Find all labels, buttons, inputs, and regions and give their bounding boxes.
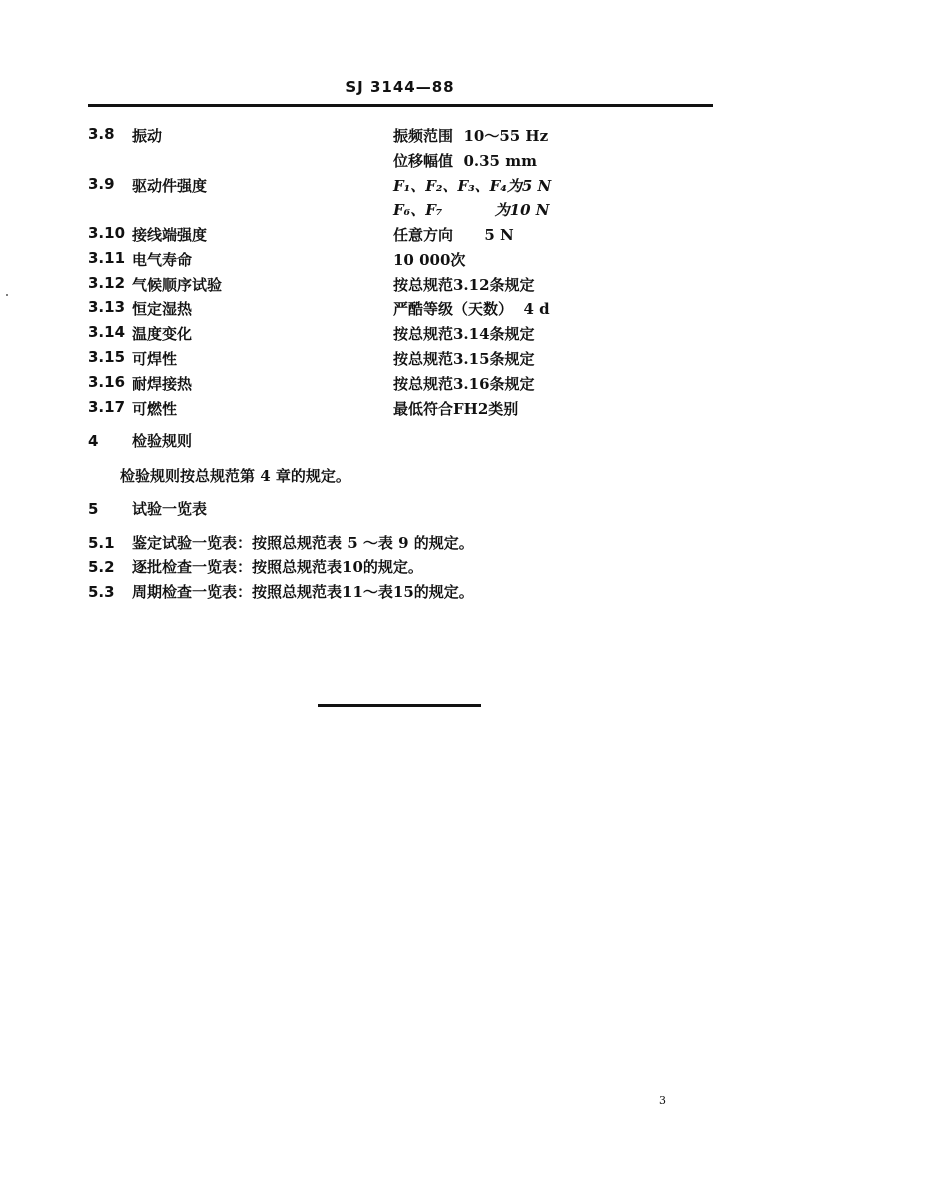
spec-name: 接线端强度 [132,226,208,244]
spec-value: 按总规范3.12条规定 [393,276,535,294]
spec-number: 3.13 [88,298,126,316]
section-title: 试验一览表 [132,500,208,518]
spec-number: 3.17 [88,398,126,416]
spec-name: 驱动件强度 [132,177,208,195]
margin-mark [6,294,8,296]
item-text: 鉴定试验一览表：按照总规范表 5 ～表 9 的规定。 [132,534,474,552]
spec-name: 耐焊接热 [132,375,193,393]
spec-name: 恒定湿热 [132,300,193,318]
section-4-heading [88,430,192,451]
spec-name: 可焊性 [132,350,178,368]
page-number: 3 [659,1094,666,1107]
spec-value: 按总规范3.16条规定 [393,375,535,393]
spec-number: 3.10 [88,224,126,242]
item-text: 周期检查一览表：按照总规范表11～表15的规定。 [132,583,474,601]
spec-value: 按总规范3.14条规定 [393,325,535,343]
header-rule [88,104,713,107]
spec-number: 3.9 [88,175,115,193]
spec-value: F₆、F₇ 为10 N [393,201,550,219]
spec-value: 最低符合FH2类别 [393,400,519,418]
spec-name: 可燃性 [132,400,178,418]
list-item-5-2 [88,556,423,577]
section-5-heading [88,498,207,519]
spec-number: 3.8 [88,125,115,143]
doc-number: SJ 3144—88 [345,78,455,96]
spec-name: 温度变化 [132,325,193,343]
section-4-text: 检验规则按总规范第 4 章的规定。 [120,467,351,485]
spec-number: 3.12 [88,274,126,292]
list-item-5-1 [88,532,474,553]
spec-value: F₁、F₂、F₃、F₄为5 N [393,177,552,195]
spec-number: 3.15 [88,348,126,366]
spec-name: 振动 [132,127,163,145]
section-number: 4 [88,432,99,450]
spec-value: 10 000次 [393,251,466,269]
spec-value: 振频范围 10～55 Hz [393,127,549,145]
spec-value: 按总规范3.15条规定 [393,350,535,368]
item-number: 5.1 [88,534,115,552]
item-text: 逐批检查一览表：按照总规范表10的规定。 [132,558,423,576]
spec-value: 位移幅值 0.35 mm [393,152,537,170]
spec-number: 3.14 [88,323,126,341]
end-rule [318,704,481,707]
item-number: 5.2 [88,558,115,576]
item-number: 5.3 [88,583,115,601]
spec-value: 严酷等级（天数） 4 d [393,300,550,318]
spec-number: 3.11 [88,249,126,267]
section-title: 检验规则 [132,432,193,450]
spec-value: 任意方向 5 N [393,226,514,244]
list-item-5-3 [88,581,474,602]
spec-name: 电气寿命 [132,251,193,269]
spec-number: 3.16 [88,373,126,391]
section-number: 5 [88,500,99,518]
spec-name: 气候顺序试验 [132,276,223,294]
